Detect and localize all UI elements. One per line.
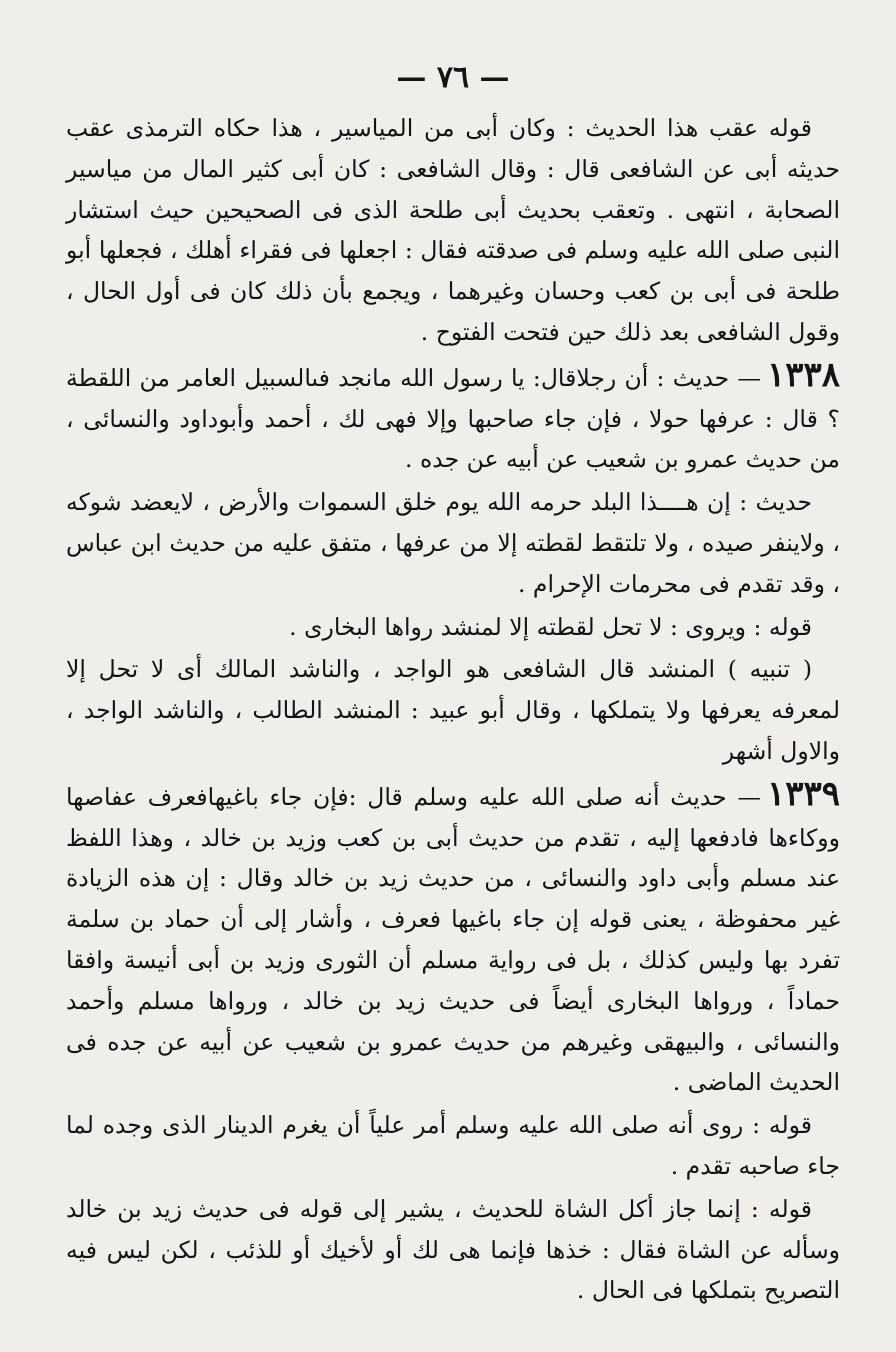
- body-text: [66, 108, 840, 1311]
- paragraph-bukhari-narration: قوله : ويروى : لا تحل لقطته إلا لمنشد رواها البخارى .: [289, 612, 812, 641]
- page-number: — ٧٦ —: [396, 60, 510, 95]
- paragraph-note-munshid: ( تنبيه ) المنشد قال الشافعى هو الواجد ، والناشد المالك أى لا تحل إلا لمعرفه يعرفها ولا يتملكها ، وقال أبو عبيد : المنشد الطالب ، والناشد الواجد ، والاول أشهر: [66, 655, 840, 765]
- paragraph-haram-lost-property: حديث : إن هــــذا البلد حرمه الله يوم خلق السموات والأرض ، لايعضد شوكه ، ولاينفر صيده ، ولا تلتقط لقطته إلا من عرفها ، متفق عليه من حديث ابن عباس ، وقد تقدم فى محرمات الإحرام .: [66, 488, 840, 598]
- hadith-number: ١٣٣٩: [766, 773, 840, 814]
- hadith-1339: [66, 774, 840, 1103]
- hadith-1338: [66, 355, 840, 480]
- hadith-number: ١٣٣٨: [766, 354, 840, 395]
- paragraph-commentary-wealth: قوله عقب هذا الحديث : وكان أبى من المياسير ، هذا حكاه الترمذى عقب حديثه أبى عن الشافعى قال : وقال الشافعى : كان أبى كثير المال من مياسير الصحابة ، انتهى . وتعقب بحديث أبى طلحة الذى فى الصحيحين حيث استشار النبى صلى الله عليه وسلم فى صدقته فقال : اجعلها فى فقراء أهلك ، فجعلها أبو طلحة فى أبى بن كعب وحسان وغيرهما ، ويجمع بأن ذلك كان فى أول الحال ، وقول الشافعى بعد ذلك حين فتحت الفتوح .: [66, 114, 840, 346]
- paragraph-ali-dinar: قوله : روى أنه صلى الله عليه وسلم أمر علياً أن يغرم الدينار الذى وجده لما جاء صاحبه تقدم .: [66, 1111, 840, 1180]
- paragraph-sheep: قوله : إنما جاز أكل الشاة للحديث ، يشير إلى قوله فى حديث زيد بن خالد وسأله عن الشاة فقال : خذها فإنما هى لك أو لأخيك أو للذئب ، لكن ليس فيه التصريح بتملكها فى الحال .: [66, 1194, 840, 1305]
- hadith-text: — حديث : أن رجلاقال: يا رسول الله مانجد فىالسبيل العامر من اللقطة ؟ قال : عرفها حولا ، فإن جاء صاحبها وإلا فهى لك ، أحمد وأبوداود والنسائى ، من حديث عمرو بن شعيب عن أبيه عن جده .: [66, 363, 840, 474]
- hadith-text: — حديث أنه صلى الله عليه وسلم قال :فإن جاء باغيهافعرف عفاصها ووكاءها فادفعها إليه ، تقدم من حديث أبى بن كعب وزيد بن خالد ، وهذا اللفظ عند مسلم وأبى داود والنسائى ، من حديث زيد بن خالد وقال : إن هذه الزيادة غير محفوظة ، يعنى قوله إن جاء باغيها فعرف ، وأشار إلى أن حماد بن سلمة تفرد بها وليس كذلك ، بل فى رواية مسلم أن الثورى وزيد بن أبى أنيسة وافقا حماداً ، ورواها البخارى أيضاً فى حديث زيد بن خالد ، ورواها مسلم وأحمد والنسائى ، والبيهقى وغيرهم من حديث عمرو بن شعيب عن أبيه عن جده فى الحديث الماضى .: [66, 782, 840, 1097]
